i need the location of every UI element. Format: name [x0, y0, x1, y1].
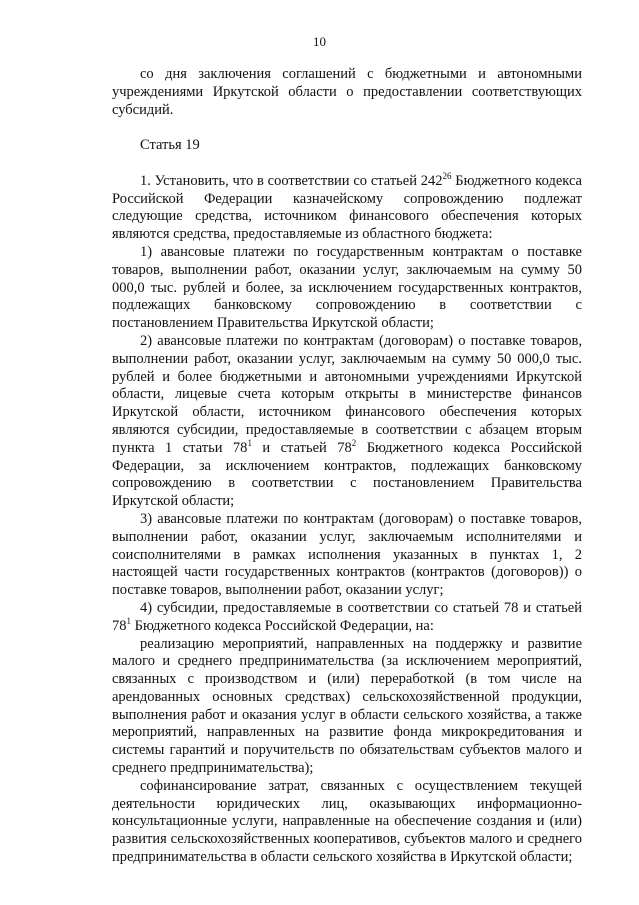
item-2-text-b: и статьей 78 [251, 439, 352, 456]
subitem-2: софинансирование затрат, связанных с осуществлением текущей деятельности юридических лиц, оказывающих информационно-консультационные услуги, направленные на обеспечение создания и (или) развития сельскохозяйственных кооперативов, субъектов малого и среднего предпринимательства в области сельского хозяйства в Иркутской области; [112, 777, 582, 866]
item-2-text-c: Бюджетного кодекса Российской Федерации, за исключением контрактов, подлежащих банковскому сопровождению в соответствии с постановлением Правительства Иркутской области; [112, 439, 583, 510]
superscript: 1 [247, 437, 252, 448]
item-4-text-a: 4) субсидии, предоставляемые в соответствии со статьей 78 и статьей 78 [112, 599, 582, 634]
superscript: 26 [442, 170, 452, 181]
document-body [112, 66, 582, 867]
spacer [112, 155, 582, 173]
paragraph-1-text-a: 1. Установить, что в соответствии со статьей 242 [140, 172, 443, 189]
article-title: Статья 19 [140, 137, 200, 154]
spacer [112, 119, 582, 137]
superscript: 2 [351, 437, 357, 448]
item-4 [112, 600, 582, 636]
item-4-text-b: Бюджетного кодекса Российской Федерации, на: [131, 617, 434, 634]
item-2 [112, 333, 582, 511]
intro-paragraph: со дня заключения соглашений с бюджетными и автономными учреждениями Иркутской области о предоставлении соответствующих субсидий. [112, 66, 582, 118]
item-1: 1) авансовые платежи по государственным контрактам о поставке товаров, выполнении работ, оказании услуг, заключаемым на сумму 50 000,0 тыс. рублей и более, за исключением государственных контрактов, подлежащих банковскому сопровождению в соответствии с постановлением Правительства Иркутской области; [112, 243, 582, 332]
superscript: 1 [126, 615, 131, 626]
item-3: 3) авансовые платежи по контрактам (договорам) о поставке товаров, выполнении работ, оказании услуг, заключаемым исполнителями и соисполнителями в рамках исполнения указанных в пунктах 1, 2 настоящей части государственных контрактов (контрактов (договоров)) о поставке товаров, выполнении работ, оказании услуг; [112, 510, 582, 599]
paragraph-1 [112, 170, 582, 244]
item-2-text-a: 2) авансовые платежи по контрактам (договорам) о поставке товаров, выполнении работ, оказании услуг, заключаемым на сумму 50 000,0 тыс. рублей и более бюджетными и автономными учреждениями Иркутской области, лицевые счета которым открыты в министерстве финансов Иркутской области, источником финансового обеспечения которых являются субсидии, предоставляемые в соответствии с абзацем вторым пункта 1 статьи 78 [112, 332, 582, 456]
subitem-1: реализацию мероприятий, направленных на поддержку и развитие малого и среднего предпринимательства (за исключением мероприятий, связанных с производством и (или) переработкой (в том числе на арендованных основных средствах) сельскохозяйственной продукции, выполнения работ и оказания услуг в области сельского хозяйства, а также мероприятий, направленных на развитие фонда микрокредитования и системы гарантий и поручительств по обязательствам субъектов малого и среднего предпринимательства); [112, 635, 582, 777]
page-number: 10 [313, 34, 326, 49]
paragraph-1-text-b: Бюджетного кодекса Российской Федерации казначейскому сопровождению подлежат следующие средства, источником финансового обеспечения которых являются средства, предоставляемые из областного бюджета: [112, 172, 582, 243]
